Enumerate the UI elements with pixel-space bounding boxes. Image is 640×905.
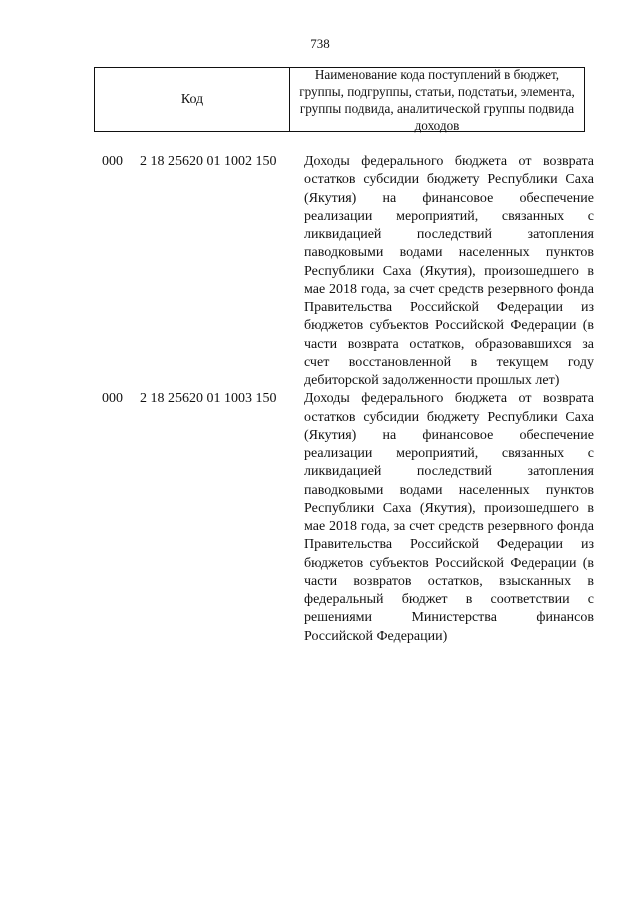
table-body xyxy=(94,153,594,646)
table-row xyxy=(94,153,594,390)
page-number: 738 xyxy=(310,36,330,51)
header-code-column: Код xyxy=(95,68,290,131)
admin-code: 000 xyxy=(102,391,123,407)
header-name-column: Наименование кода поступлений в бюджет, группы, подгруппы, статьи, подстатьи, элемента, группы подвида, аналитической группы подвида доходов xyxy=(299,66,575,133)
revenue-description: Доходы федерального бюджета от возврата остатков субсидии бюджету Республики Саха (Якутия) на финансовое обеспечение реализации мероприятий, связанных с ликвидацией последствий затопления паводковыми водами населенных пунктов Республики Саха (Якутия), произошедшего в мае 2018 года, за счет средств резервного фонда Правительства Российской Федерации из бюджетов субъектов Российской Федерации (в части возвратов остатков, взысканных в федеральный бюджет в соответствии с решениями Министерства финансов Российской Федерации) xyxy=(304,391,594,644)
admin-code: 000 xyxy=(102,154,123,169)
revenue-code: 2 18 25620 01 1003 150 xyxy=(140,391,277,407)
revenue-code: 2 18 25620 01 1002 150 xyxy=(140,154,277,169)
table-header xyxy=(94,67,585,132)
revenue-description: Доходы федерального бюджета от возврата остатков субсидии бюджету Республики Саха (Якутия) на финансовое обеспечение реализации мероприятий, связанных с ликвидацией последствий затопления паводковыми водами населенных пунктов Республики Саха (Якутия), произошедшего в мае 2018 года, за счет средств резервного фонда Правительства Российской Федерации из бюджетов субъектов Российской Федерации (в части возврата остатков, образовавшихся за счет восстановленной в текущем году дебиторской задолженности прошлых лет) xyxy=(304,154,594,388)
table-row xyxy=(94,390,594,646)
